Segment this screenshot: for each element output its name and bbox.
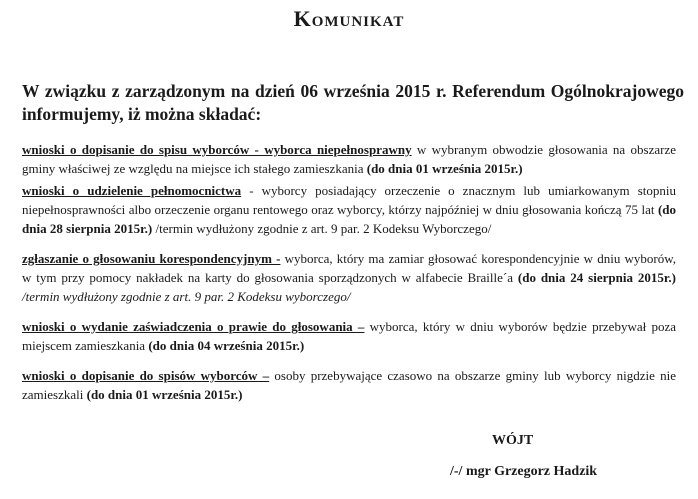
item-tail: /termin wydłużony zgodnie z art. 9 par. 2 Kodeksu wyborczego/ xyxy=(22,289,351,304)
list-item xyxy=(22,366,676,404)
item-body: osoby przebywające czasowo na obszarze gminy lub wyborcy nigdzie nie zamieszkali xyxy=(22,368,676,402)
item-tail: /termin wydłużony zgodnie z art. 9 par. 2 Kodeksu Wyborczego/ xyxy=(152,221,492,236)
intro-paragraph: W związku z zarządzonym na dzień 06 września 2015 r. Referendum Ogólnokrajowego informujemy, iż można składać: xyxy=(22,81,684,124)
list-item xyxy=(22,317,676,355)
item-body: w wybranym obwodzie głosowania na obszarze gminy właściwej ze względu na miejsce ich stałego zamieszkania xyxy=(22,142,676,176)
item-body: wyborca, który w dniu wyborów będzie przebywał poza miejscem zamieszkania xyxy=(22,319,676,353)
list-item xyxy=(22,181,676,238)
list-item xyxy=(22,140,676,178)
signature-name: /-/ mgr Grzegorz Hadzik xyxy=(450,464,598,479)
item-lead: wnioski o udzielenie pełnomocnictwa xyxy=(22,183,242,198)
item-lead: wnioski o dopisanie do spisów wyborców – xyxy=(22,368,270,383)
item-deadline: (do dnia 01 września 2015r.) xyxy=(366,161,523,176)
signature-role: WÓJT xyxy=(492,433,534,448)
item-body: wyborca, który ma zamiar głosować korespondencyjnie w dniu wyborów, w tym przy pomocy nakładek na karty do głosowania sporządzonych w alfabecie Braille´a xyxy=(22,251,677,285)
item-lead: zgłaszanie o głosowaniu korespondencyjnym - xyxy=(22,251,281,266)
item-body: - wyborcy posiadający orzeczenie o znacznym lub umiarkowanym stopniu niepełnosprawności albo orzeczenie organu rentowego oraz wyborcy, którzy najpóźniej w dniu głosowania kończą 75 lat xyxy=(22,183,676,217)
item-lead: wnioski o wydanie zaświadczenia o prawie do głosowania – xyxy=(22,319,365,334)
item-deadline: (do dnia 24 sierpnia 2015r.) xyxy=(517,270,676,285)
item-deadline: (do dnia 28 sierpnia 2015r.) xyxy=(22,202,676,236)
page-title: Komunikat xyxy=(293,6,405,31)
list-item xyxy=(22,249,676,306)
item-deadline: (do dnia 01 września 2015r.) xyxy=(86,387,243,402)
item-lead: wnioski o dopisanie do spisu wyborców - wyborca niepełnosprawny xyxy=(22,142,412,157)
item-deadline: (do dnia 04 września 2015r.) xyxy=(148,338,305,353)
